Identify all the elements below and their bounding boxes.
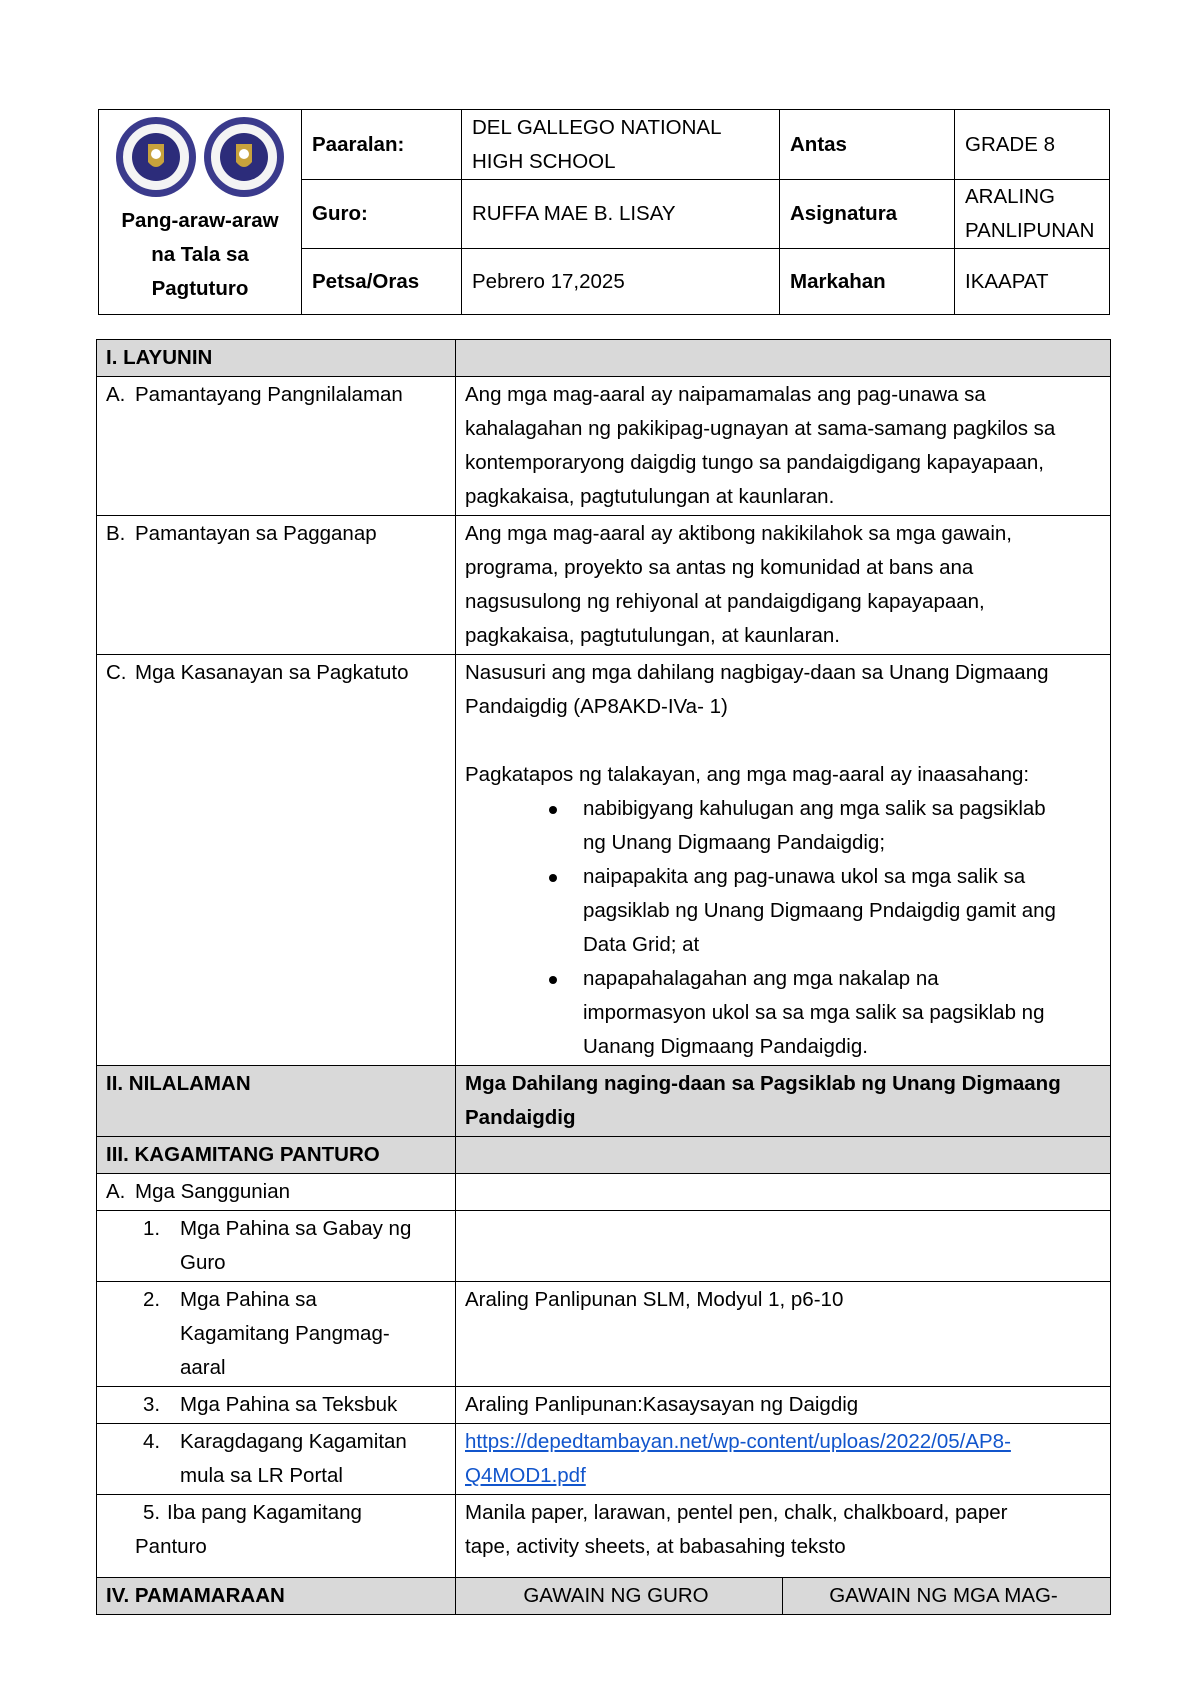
kasanayan-text: Nasusuri ang mga dahilang nagbigay-daan sa Unang Digmaang Pandaigdig (AP8AKD-IVa- 1) Pagkatapos ng talakayan, ang mga mag-aaral ay inaasahang: nabibigyang kahulugan ang mga salik sa pagsiklab ng Unang Digmaang Pandaigdig; naipapakita ang pag-unawa ukol sa mga salik sa pagsiklab ng Unang Digmaang Pndaigdig gamit ang Data Grid; at napapahalagahan ang mga nakalap na impormasyon ukol sa sa mga salik sa pagsiklab ng Uanang Digmaang Pandaigdig. [456, 655, 1111, 1066]
table-row [97, 1282, 1111, 1387]
bullet-icon [549, 874, 557, 882]
pamantayan-sa-pagganap-label: B. Pamantayan sa Pagganap [97, 516, 456, 655]
table-row [97, 1495, 1111, 1578]
section-layunin-row [97, 340, 1111, 377]
grade-label: Antas [780, 110, 955, 180]
kagamitang-pangmag-aaral-label: 2. Mga Pahina sa Kagamitang Pangmag- aaral [97, 1282, 456, 1387]
quarter-label: Markahan [780, 249, 955, 315]
subject-label: Asignatura [780, 180, 955, 249]
school-label: Paaralan: [302, 110, 462, 180]
table-row [97, 655, 1111, 1066]
date-label: Petsa/Oras [302, 249, 462, 315]
lesson-plan-table [96, 339, 1111, 1615]
iba-pang-kagamitan-label: 5. Iba pang Kagamitang Panturo [97, 1495, 456, 1578]
gabay-guro-value [456, 1211, 1111, 1282]
table-row [97, 377, 1111, 516]
table-row [97, 1424, 1111, 1495]
table-row [97, 1211, 1111, 1282]
gabay-guro-label: 1. Mga Pahina sa Gabay ng Guro [97, 1211, 456, 1282]
header-table [98, 109, 1110, 315]
objectives-list [465, 792, 1104, 1064]
logos [103, 116, 297, 200]
col-gawain-guro: GAWAIN NG GURO [456, 1578, 783, 1615]
pamantayan-sa-pagganap-text: Ang mga mag-aaral ay aktibong nakikilahok sa mga gawain, programa, proyekto sa antas ng komunidad at bans ana nagsusulong ng rehiyonal at pandaigdigang kapayapaan, pagkakaisa, pagtutulungan, at kaunlaran. [456, 516, 1111, 655]
date-value: Pebrero 17,2025 [462, 249, 780, 315]
sanggunian-label: A. Mga Sanggunian [97, 1174, 456, 1211]
section-nilalaman-row [97, 1066, 1111, 1137]
deped-seal-icon [115, 116, 197, 198]
grade-value: GRADE 8 [955, 110, 1110, 180]
list-item: naipapakita ang pag-unawa ukol sa mga salik sa pagsiklab ng Unang Digmaang Pndaigdig gamit ang Data Grid; at [583, 860, 1104, 962]
section-heading: IV. PAMAMARAAN [97, 1578, 456, 1615]
plan-title: Pang-araw-araw na Tala sa Pagtuturo [121, 209, 279, 300]
bullet-icon [549, 976, 557, 984]
subject-value: ARALING PANLIPUNAN [955, 180, 1110, 249]
table-row [97, 516, 1111, 655]
section-heading: I. LAYUNIN [97, 340, 456, 377]
teksbuk-value: Araling Panlipunan:Kasaysayan ng Daigdig [456, 1387, 1111, 1424]
col-gawain-mag-aaral: GAWAIN NG MGA MAG- [783, 1578, 1111, 1615]
table-row [97, 1174, 1111, 1211]
lr-portal-link[interactable]: https://depedtambayan.net/wp-content/uploas/2022/05/AP8- Q4MOD1.pdf [456, 1424, 1111, 1495]
section-heading: II. NILALAMAN [97, 1066, 456, 1137]
list-item: nabibigyang kahulugan ang mga salik sa pagsiklab ng Unang Digmaang Pandaigdig; [583, 792, 1104, 860]
teacher-value: RUFFA MAE B. LISAY [462, 180, 780, 249]
table-row [97, 1387, 1111, 1424]
nilalaman-text: Mga Dahilang naging-daan sa Pagsiklab ng Unang Digmaang Pandaigdig [456, 1066, 1111, 1137]
logo-cell [99, 110, 302, 315]
pamantayang-pangnilalaman-text: Ang mga mag-aaral ay naipamamalas ang pag-unawa sa kahalagahan ng pakikipag-ugnayan at sama-samang pagkilos sa kontemporaryong daigdig tungo sa pandaigdigang kapayapaan, pagkakaisa, pagtutulungan at kaunlaran. [456, 377, 1111, 516]
lr-portal-label: 4. Karagdagang Kagamitan mula sa LR Portal [97, 1424, 456, 1495]
kagamitang-pangmag-aaral-value: Araling Panlipunan SLM, Modyul 1, p6-10 [456, 1282, 1111, 1387]
iba-pang-kagamitan-value: Manila paper, larawan, pentel pen, chalk, chalkboard, paper tape, activity sheets, at babasahing teksto [456, 1495, 1111, 1578]
school-value: DEL GALLEGO NATIONAL HIGH SCHOOL [462, 110, 780, 180]
section-heading: III. KAGAMITANG PANTURO [97, 1137, 456, 1174]
list-item: napapahalagahan ang mga nakalap na impormasyon ukol sa sa mga salik sa pagsiklab ng Uanang Digmaang Pandaigdig. [583, 962, 1104, 1064]
section-kagamitan-row [97, 1137, 1111, 1174]
teacher-label: Guro: [302, 180, 462, 249]
bullet-icon [549, 806, 557, 814]
quarter-value: IKAAPAT [955, 249, 1110, 315]
deped-seal-icon [203, 116, 285, 198]
kasanayan-label: C. Mga Kasanayan sa Pagkatuto [97, 655, 456, 1066]
teksbuk-label: 3. Mga Pahina sa Teksbuk [97, 1387, 456, 1424]
section-pamamaraan-row [97, 1578, 1111, 1615]
pamantayang-pangnilalaman-label: A. Pamantayang Pangnilalaman [97, 377, 456, 516]
